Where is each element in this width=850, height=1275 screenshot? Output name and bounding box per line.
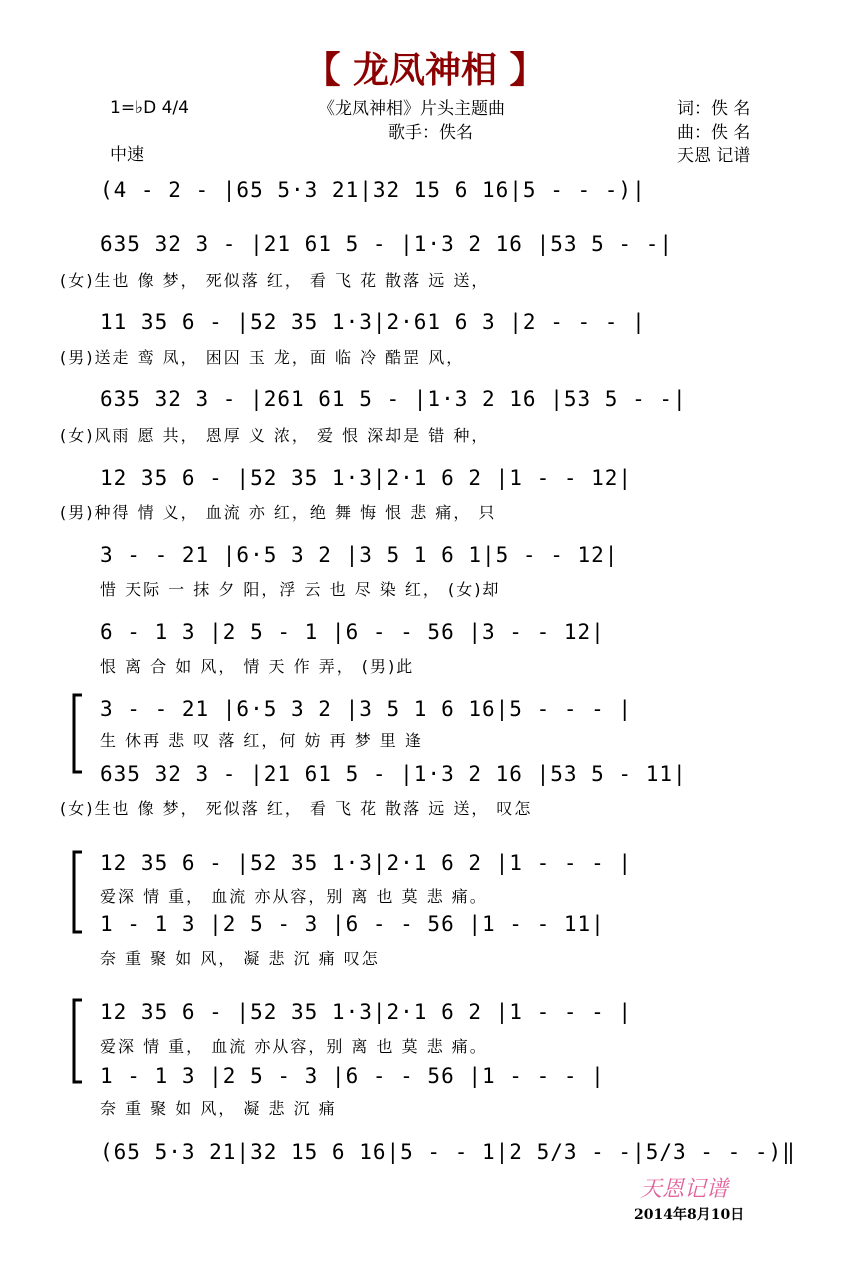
lyric-line: (女)生也 像 梦， 死似落 红， 看 飞 花 散落 远 送，	[60, 271, 490, 290]
key-signature: 1=♭D 4/4	[110, 98, 189, 118]
date-stamp: 2014年8月10日	[634, 1207, 745, 1223]
notation-line: 3 - - 21 |6·5 3 2 |3 5 1 6 16|5 - - - |	[100, 697, 633, 721]
notation-line: 635 32 3 - |21 61 5 - |1·3 2 16 |53 5 - -|	[100, 232, 674, 256]
subtitle: 《龙凤神相》片头主题曲	[318, 99, 505, 119]
notation-line: 12 35 6 - |52 35 1·3|2·1 6 2 |1 - - - |	[100, 1000, 633, 1024]
notation-line-outro: (65 5·3 21|32 15 6 16|5 - - 1|2 5/3 - -|5/3 - - -)‖	[100, 1140, 796, 1164]
lyricist-credit: 词：佚 名	[677, 99, 751, 119]
lyric-line: (男)种得 情 义， 血流 亦 红，绝 舞 悔 恨 悲 痛， 只	[60, 503, 497, 522]
lyric-line: 惜 天际 一 抹 夕 阳，浮 云 也 尽 染 红， (女)却	[100, 580, 501, 599]
lyric-line: 爱深 情 重， 血流 亦从容，别 离 也 莫 悲 痛。	[100, 1037, 488, 1056]
composer-credit: 曲：佚 名	[677, 123, 751, 143]
notation-line-intro: (4 - 2 - |65 5·3 21|32 15 6 16|5 - - -)|	[100, 178, 646, 202]
singer-credit: 歌手：佚名	[388, 123, 473, 143]
tempo-marking: 中速	[110, 145, 144, 165]
lyric-line: (女)风雨 愿 共， 恩厚 义 浓， 爱 恨 深却是 错 种，	[60, 426, 490, 445]
notation-line: 635 32 3 - |261 61 5 - |1·3 2 16 |53 5 - -|	[100, 387, 687, 411]
notation-line: 1 - 1 3 |2 5 - 3 |6 - - 56 |1 - - - |	[100, 1064, 605, 1088]
lyric-line: 奈 重 聚 如 风， 凝 悲 沉 痛	[100, 1099, 337, 1118]
notation-line: 12 35 6 - |52 35 1·3|2·1 6 2 |1 - - 12|	[100, 466, 633, 490]
bracket-2	[74, 852, 82, 932]
lyric-line: 奈 重 聚 如 风， 凝 悲 沉 痛 叹怎	[100, 949, 380, 968]
notation-line: 635 32 3 - |21 61 5 - |1·3 2 16 |53 5 - 11|	[100, 762, 687, 786]
notation-line: 6 - 1 3 |2 5 - 1 |6 - - 56 |3 - - 12|	[100, 620, 605, 644]
lyric-line: 爱深 情 重， 血流 亦从容，别 离 也 莫 悲 痛。	[100, 887, 488, 906]
notation-line: 3 - - 21 |6·5 3 2 |3 5 1 6 1|5 - - 12|	[100, 543, 619, 567]
transcriber-credit: 天恩 记谱	[677, 146, 751, 166]
lyric-line: 生 休再 悲 叹 落 红，何 妨 再 梦 里 逢	[100, 731, 423, 750]
lyric-line: (男)送走 鸾 凤， 困囚 玉 龙，面 临 冷 酷罡 风，	[60, 348, 465, 367]
watermark-stamp: 天恩记谱	[640, 1177, 729, 1202]
notation-line: 11 35 6 - |52 35 1·3|2·61 6 3 |2 - - - |	[100, 310, 646, 334]
notation-line: 12 35 6 - |52 35 1·3|2·1 6 2 |1 - - - |	[100, 851, 633, 875]
lyric-line: (女)生也 像 梦， 死似落 红， 看 飞 花 散落 远 送， 叹怎	[60, 799, 533, 818]
notation-line: 1 - 1 3 |2 5 - 3 |6 - - 56 |1 - - 11|	[100, 912, 605, 936]
lyric-line: 恨 离 合 如 风， 情 天 作 弄， (男)此	[100, 657, 415, 676]
bracket-1	[74, 695, 82, 772]
bracket-3	[74, 1000, 82, 1082]
song-title: 【 龙凤神相 】	[304, 50, 546, 91]
